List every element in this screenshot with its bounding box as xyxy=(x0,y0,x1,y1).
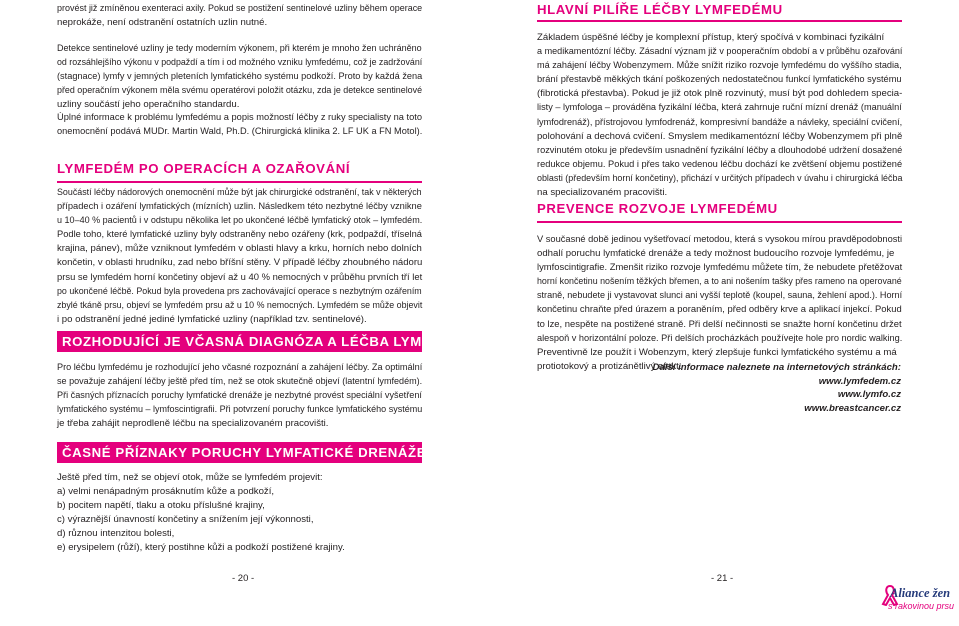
heading-diagnosis-text: ROZHODUJÍCÍ JE VČASNÁ DIAGNÓZA A LÉČBA LYMFEDÉMU xyxy=(62,334,482,349)
pillars-line: listy – lymfologa – prováděna fyzikální léčba, která zahrnuje ruční mízní drenáž (manuální xyxy=(537,102,902,114)
aliance-zen-logo xyxy=(880,584,956,624)
prevention-line: to lze, nespěte na postižené straně. Při delší nečinnosti se snažte horní končetinu držet xyxy=(537,318,902,330)
prevention-line: Preventivně lze použít i Wobenzym, který zlepšuje funkci lymfatického systému a má xyxy=(537,346,897,358)
diagnosis-line: je třeba zahájit neprodleně léčbu na specializovaném pracovišti. xyxy=(57,418,329,430)
early-signs-line: e) erysipelem (růží), který postihne kůži a podkoží postižené krajiny. xyxy=(57,542,345,554)
after-surgery-line: u 10–40 % pacientů i v odstupu několika let po ukončené léčbě lymfatický otok – lymfedém. xyxy=(57,215,423,227)
logo-title: Aliance žen xyxy=(890,586,951,600)
link-breastcancer[interactable]: www.breastcancer.cz xyxy=(804,402,901,414)
contact-paragraph xyxy=(57,111,422,139)
pillars-line: polohování a dechová cvičení. Smyslem medikamentózní léčby Wobenzymem při plně xyxy=(537,130,903,142)
info-title: Další informace naleznete na internetových stránkách: xyxy=(652,362,901,373)
heading-after-surgery xyxy=(57,161,422,183)
heading-after-surgery-text: LYMFEDÉM PO OPERACÍCH A OZAŘOVÁNÍ xyxy=(57,161,351,176)
diagnosis-line: Při časných příznacích poruchy lymfatické drenáže je nezbytné provést speciální vyšetření xyxy=(57,390,422,402)
info-block xyxy=(653,361,901,415)
early-signs-list xyxy=(57,471,422,556)
early-signs-line: Ještě před tím, než se objeví otok, může se lymfedém projevit: xyxy=(57,472,323,483)
heading-pillars-text: HLAVNÍ PILÍŘE LÉČBY LYMFEDÉMU xyxy=(537,2,783,17)
link-lymfedem[interactable]: www.lymfedem.cz xyxy=(818,375,901,387)
after-surgery-line: končetin, v oblasti hrudníku, zad nebo bříšní stěny. V případě léčby zhoubného nádoru xyxy=(57,257,423,269)
contact-line: onemocnění podává MUDr. Martin Wald, Ph.D. (Chirurgická klinika 2. LF UK a FN Motol). xyxy=(57,126,423,138)
after-surgery-line: Součástí léčby nádorových onemocnění může být jak chirurgické odstranění, tak v některých xyxy=(57,187,422,198)
after-surgery-paragraph xyxy=(57,186,422,327)
prevention-line: alespoň v horizontální poloze. Při delších procházkách používejte hole pro nordic walking. xyxy=(537,332,903,344)
heading-pillars xyxy=(537,2,902,22)
sentinel-paragraph xyxy=(57,42,422,112)
prevention-line: lymfoscintigrafie. Zmenšit riziko rozvoje lymfedému můžete tím, že nebudete přetěžovat xyxy=(537,262,903,274)
pillars-line: (fibrotická přestavba). Pokud je již otok plně rozvinutý, musí být pod dohledem specia- xyxy=(537,88,903,100)
sentinel-line: od rozsáhlejšího výkonu v podpaždí a tím i od možného vzniku lymfedému, což je zadržování xyxy=(57,57,423,69)
after-surgery-line: prsu se lymfedém horní končetiny objeví až u 40 % nemocných v průběhu prvních tří let xyxy=(57,271,423,283)
page-number-right: - 21 - xyxy=(711,573,734,584)
sentinel-line: před operačním výkonem měla svému operatérovi položit otázku, zda je detekce sentinelové xyxy=(57,85,423,97)
heading-prevention-text: PREVENCE ROZVOJE LYMFEDÉMU xyxy=(537,201,778,216)
sentinel-line: (stagnace) lymfy v jemných pleteních lymfatického systému podkoží. Proto by každá žena xyxy=(57,71,423,83)
link-lymfo[interactable]: www.lymfo.cz xyxy=(837,389,901,400)
diagnosis-line: se považuje zahájení léčby ještě před tím, než se otok skutečně objeví (latentní lymfedém). xyxy=(57,376,423,388)
prevention-line: V současné době jedinou vyšetřovací metodou, která s vysokou mírou pravděpodobnosti xyxy=(537,234,903,245)
early-signs-line: b) pocitem napětí, tlaku a otoku příslušné krajiny, xyxy=(57,500,265,512)
pillars-line: má zahájení léčby Wobenzymem. Může snížit riziko rozvoje lymfedému do vyššího stadia, xyxy=(537,60,902,72)
pillars-line: oblasti (především horní končetiny), přichází v určitých případech v úvahu i chirurgická léčba xyxy=(537,172,903,184)
prevention-paragraph xyxy=(537,233,902,374)
heading-diagnosis xyxy=(57,331,482,352)
prevention-line: straně, nebudete ji vystavovat slunci ani vyšší teplotě (koupel, sauna, žehlení apod.). Horní xyxy=(537,290,903,302)
heading-early-signs xyxy=(57,442,427,463)
pillars-line: redukce objemu. Pokud i přes tako vedenou léčbu dochází ke zvětšení objemu postižené xyxy=(537,158,903,170)
after-surgery-line: případech i ozáření lymfatických (mízních) uzlin. Následkem této nezbytné léčby vznikne xyxy=(57,201,422,213)
prevention-line: horní končetinu nošením těžkých břemen, a to ani nošením tašky přes rameno na operované xyxy=(537,276,902,288)
prevention-line: končetinu chraňte před úrazem a poraněním, před odběry krve a aplikací injekcí. Pokud xyxy=(537,304,902,316)
pillars-line: lymfodrenáž), přístrojovou lymfodrenáž, kompresivní bandáže a návleky, speciální cvičení, xyxy=(537,116,903,128)
sentinel-line: uzliny součástí jeho operačního standardu. xyxy=(57,99,240,111)
after-surgery-line: Podle toho, které lymfatické uzliny byly odstraněny nebo ozářeny (krk, podpaždí, tříselná xyxy=(57,229,422,241)
heading-prevention xyxy=(537,201,902,223)
prevention-line: odhalí poruchu lymfatické drenáže a tedy možnost budoucího rozvoje lymfedému, je xyxy=(537,248,895,260)
prevention-line: protiotokový a protizánětlivý efekt. xyxy=(537,360,682,372)
contact-line: Úplné informace k problému lymfedému a popis možností léčby z ruky specialisty na toto xyxy=(57,112,423,123)
logo-subtitle: s rakovinou prsu xyxy=(888,601,955,611)
diagnosis-paragraph xyxy=(57,361,422,431)
sentinel-line: Detekce sentinelové uzliny je tedy moderním výkonem, při kterém je mnoho žen uchráněno xyxy=(57,43,422,54)
page-number-left: - 20 - xyxy=(232,573,255,584)
pillars-paragraph xyxy=(537,31,902,200)
pillars-line: na specializovaném pracovišti. xyxy=(537,187,668,199)
intro-line: provést již zmíněnou exenteraci axily. Pokud se postižení sentinelové uzliny během operace xyxy=(57,3,423,14)
after-surgery-line: i po odstranění jedné jediné lymfatické uzliny (například tzv. sentinelové). xyxy=(57,313,367,325)
pillars-line: brání přestavbě měkkých tkání poškozených nedostatečnou funkcí lymfatického systému xyxy=(537,74,902,86)
intro-line: neprokáže, není odstranění ostatních uzlin nutné. xyxy=(57,17,268,29)
diagnosis-line: Pro léčbu lymfedému je rozhodující jeho včasné rozpoznání a zahájení léčby. Za optimální xyxy=(57,362,423,373)
pillars-line: a medikamentózní léčby. Zásadní význam již v pooperačním období a v průběhu ozařování xyxy=(537,46,903,58)
early-signs-line: a) velmi nenápadným prosáknutím kůže a podkoží, xyxy=(57,486,275,498)
heading-early-signs-text: ČASNÉ PŘÍZNAKY PORUCHY LYMFATICKÉ DRENÁŽE xyxy=(62,445,427,460)
pillars-line: Základem úspěšné léčby je komplexní přístup, který spočívá v kombinaci fyzikální xyxy=(537,32,885,43)
diagnosis-line: lymfatického systému – lymfoscintigrafii. Při potvrzení poruchy funkce lymfatického systému xyxy=(57,404,423,416)
pillars-line: rozvinutém otoku je především usnadnění fyzikální léčby a dlouhodobé udržení dosažené xyxy=(537,144,903,156)
after-surgery-line: po ukončené léčbě. Pokud byla provedena prs zachovávající operace s nezbytným ozářením xyxy=(57,285,422,297)
right-page xyxy=(480,0,959,626)
after-surgery-line: zbylé tkáně prsu, objeví se lymfedém prsu až u 10 % nemocných. Lymfedém se může objevit xyxy=(57,299,423,311)
intro-paragraph xyxy=(57,2,422,30)
early-signs-line: c) výraznější únavností končetiny a snížením její výkonnosti, xyxy=(57,514,314,526)
early-signs-line: d) různou intenzitou bolesti, xyxy=(57,528,175,540)
after-surgery-line: krajina, pánev), může vzniknout lymfedém v oblasti hlavy a krku, horních nebo dolních xyxy=(57,243,422,255)
